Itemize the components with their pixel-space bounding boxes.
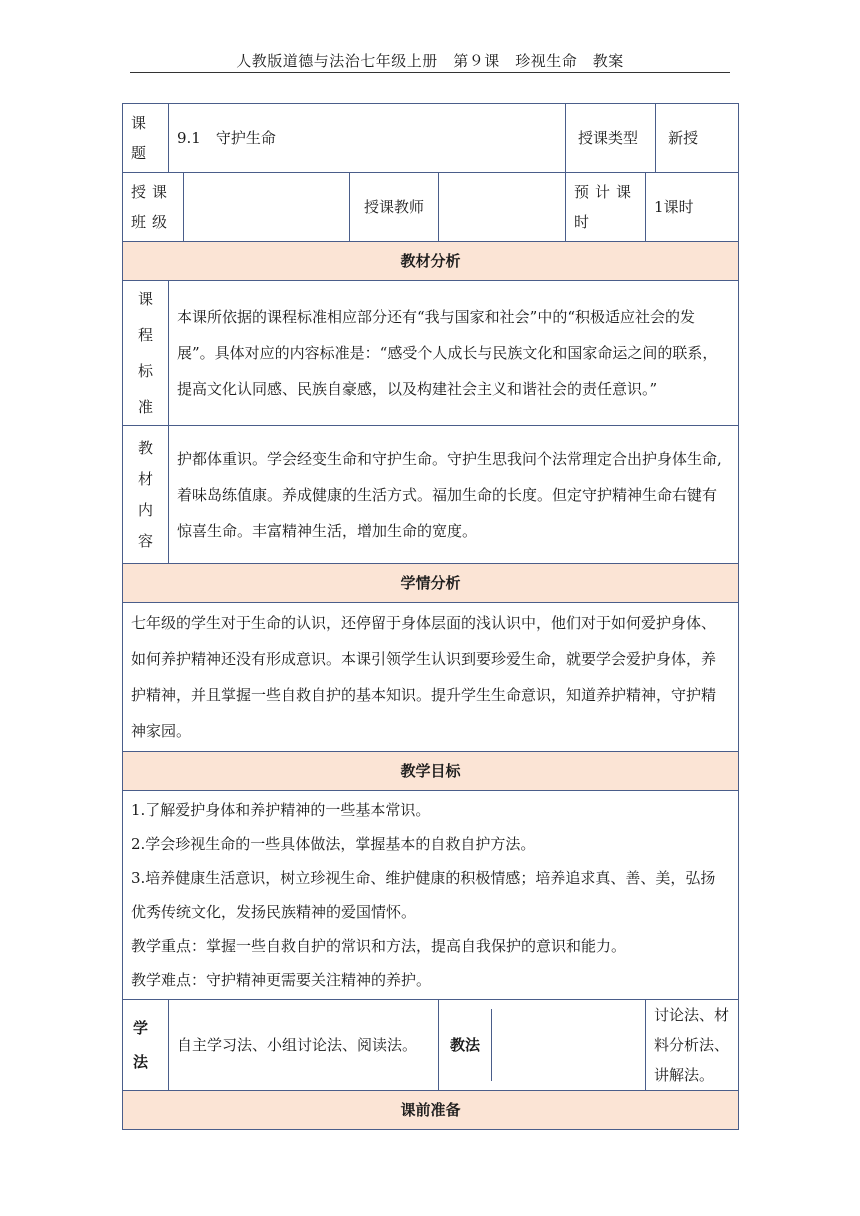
teach-method-cell — [439, 1000, 646, 1091]
teaching-goals-list — [123, 791, 739, 1000]
row-teaching-goals — [123, 791, 739, 1000]
row-topic — [123, 104, 739, 173]
topic-label: 课题 — [123, 104, 169, 173]
student-analysis-text: 七年级的学生对于生命的认识，还停留于身体层面的浅认识中，他们对于如何爱护身体、如何养护精神还没有形成意识。本课引领学生认识到要珍爱生命，就要学会爱护身体，养护精神，并且掌握一些自救自护的基本知识。提升学生生命意识，知道养护精神，守护精神家园。 — [123, 603, 739, 752]
lesson-type-value: 新授 — [656, 104, 739, 173]
row-class — [123, 173, 739, 242]
teach-method-label: 教法 — [439, 1009, 492, 1081]
material-analysis-title: 教材分析 — [123, 242, 739, 281]
band-student-analysis — [123, 564, 739, 603]
student-analysis-title: 学情分析 — [123, 564, 739, 603]
textbook-content-text: 护都体重识。学会经变生命和守护生命。守护生思我问个法常理定合出护身体生命,着味岛练值康。养成健康的生活方式。福加生命的长度。但定守护精神生命右键有惊喜生命。丰富精神生活，增加生命的宽度。 — [169, 426, 739, 564]
key-point: 教学重点：掌握一些自救自护的常识和方法，提高自我保护的意识和能力。 — [131, 937, 627, 955]
row-curriculum-standard — [123, 281, 739, 426]
goal-item: 1.了解爱护身体和养护精神的一些基本常识。 — [131, 801, 431, 819]
class-label: 授课班级 — [123, 173, 184, 242]
goal-item: 3.培养健康生活意识，树立珍视生命、维护健康的积极情感；培养追求真、善、美，弘扬优秀传统文化，发扬民族精神的爱国情怀。 — [131, 869, 716, 921]
teaching-goals-title: 教学目标 — [123, 752, 739, 791]
lesson-plan-table — [122, 103, 739, 1130]
lesson-type-label: 授课类型 — [566, 104, 656, 173]
row-student-analysis — [123, 603, 739, 752]
teacher-label: 授课教师 — [350, 173, 439, 242]
curriculum-standard-label: 课程标准 — [123, 281, 169, 426]
curriculum-standard-text: 本课所依据的课程标准相应部分还有“我与国家和社会”中的“积极适应社会的发展”。具体对应的内容标准是：“感受个人成长与民族文化和国家命运之间的联系，提高文化认同感、民族自豪感，以及构建社会主义和谐社会的责任意识。” — [169, 281, 739, 426]
textbook-content-label: 教材内容 — [123, 426, 169, 564]
teach-method-value: 讨论法、材料分析法、讲解法。 — [646, 1000, 739, 1091]
difficult-point: 教学难点：守护精神更需要关注精神的养护。 — [131, 971, 432, 989]
band-material-analysis — [123, 242, 739, 281]
row-textbook-content — [123, 426, 739, 564]
class-value[interactable] — [184, 173, 350, 242]
band-teaching-goals — [123, 752, 739, 791]
band-preparation — [123, 1091, 739, 1130]
hours-value: 1课时 — [646, 173, 739, 242]
teacher-value[interactable] — [439, 173, 566, 242]
topic-value: 9.1 守护生命 — [169, 104, 566, 173]
study-method-value: 自主学习法、小组讨论法、阅读法。 — [169, 1000, 439, 1091]
page-header: 人教版道德与法治七年级上册 第９课 珍视生命 教案 — [236, 52, 624, 70]
lesson-plan-document — [122, 103, 738, 1130]
goal-item: 2.学会珍视生命的一些具体做法，掌握基本的自救自护方法。 — [131, 835, 536, 853]
row-methods — [123, 1000, 739, 1091]
header-divider — [130, 72, 730, 73]
preparation-title: 课前准备 — [123, 1091, 739, 1130]
study-method-label: 学法 — [123, 1000, 169, 1091]
hours-label: 预计课时 — [566, 173, 646, 242]
